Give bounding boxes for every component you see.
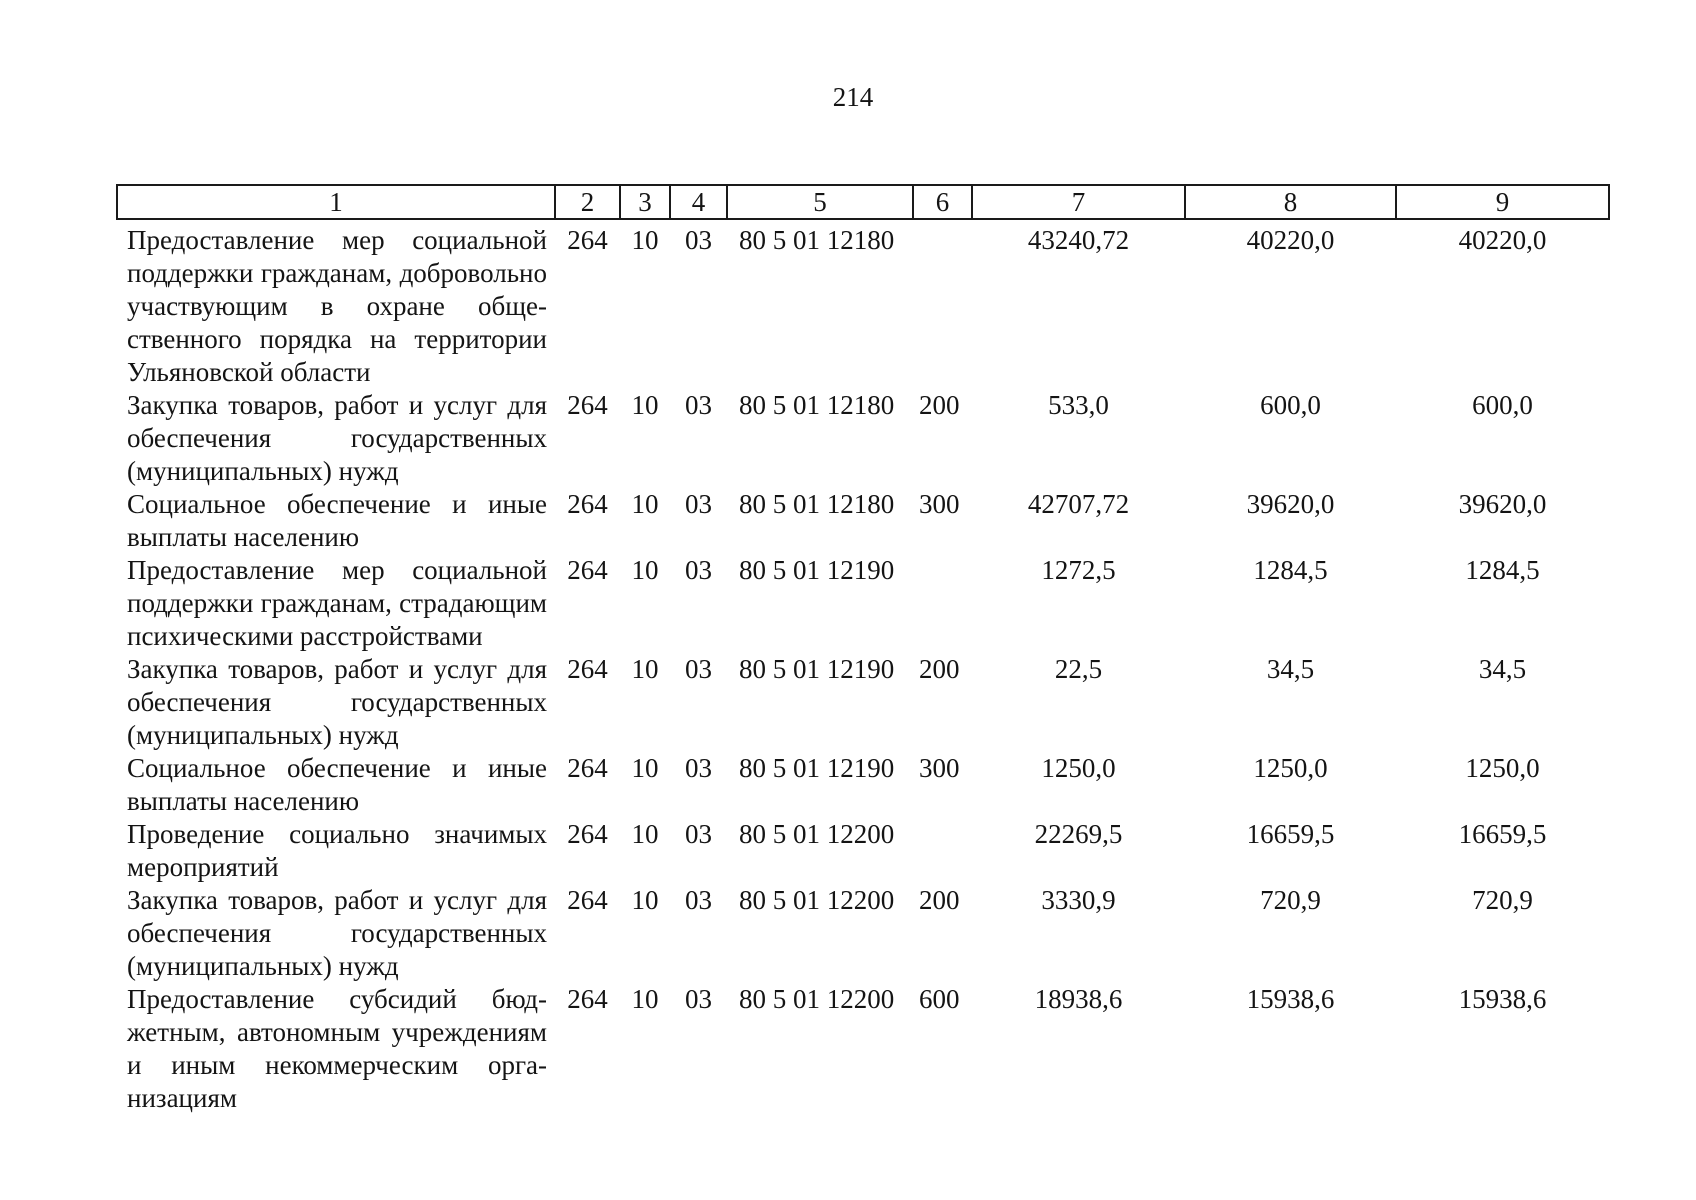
- header-col-5: 5: [727, 185, 913, 219]
- row-ministry-code: 264: [567, 654, 608, 684]
- row-ministry-code: 264: [567, 753, 608, 783]
- row-section: 10: [631, 390, 659, 420]
- row-amount-col9: 40220,0: [1458, 225, 1547, 255]
- row-target-article: 80 5 01 12200: [739, 885, 895, 915]
- row-name: Проведение социально значимых мероприятий: [127, 819, 547, 882]
- row-subsection: 03: [685, 489, 712, 519]
- row-subsection: 03: [685, 753, 712, 783]
- table-header: [117, 185, 1609, 219]
- row-expense-type: 200: [919, 885, 960, 915]
- header-col-2: 2: [555, 185, 620, 219]
- row-name: Закупка товаров, работ и услуг для обеспечения государственных (муниципальных) нужд: [127, 885, 547, 981]
- budget-table: [116, 184, 1610, 1115]
- row-amount-col8: 1284,5: [1253, 555, 1328, 585]
- header-col-4: 4: [670, 185, 727, 219]
- table-row: [117, 752, 1609, 818]
- row-amount-col7: 1272,5: [1041, 555, 1116, 585]
- row-amount-col8: 16659,5: [1246, 819, 1335, 849]
- row-name: Предоставление мер социальной поддержки гражданам, добровольно участвующим в охране общественного порядка на территории Ульяновской области: [127, 225, 547, 387]
- row-expense-type: 200: [919, 390, 960, 420]
- row-amount-col9: 1250,0: [1465, 753, 1540, 783]
- row-amount-col7: 1250,0: [1041, 753, 1116, 783]
- row-target-article: 80 5 01 12200: [739, 984, 895, 1014]
- row-amount-col7: 533,0: [1048, 390, 1109, 420]
- row-amount-col9: 39620,0: [1458, 489, 1547, 519]
- table-row: [117, 653, 1609, 752]
- row-subsection: 03: [685, 390, 712, 420]
- header-col-3: 3: [620, 185, 670, 219]
- row-subsection: 03: [685, 885, 712, 915]
- row-subsection: 03: [685, 654, 712, 684]
- row-amount-col7: 3330,9: [1041, 885, 1116, 915]
- header-row: [117, 185, 1609, 219]
- header-col-1: 1: [117, 185, 555, 219]
- row-section: 10: [631, 819, 659, 849]
- table-row: [117, 884, 1609, 983]
- row-subsection: 03: [685, 984, 712, 1014]
- row-expense-type: 600: [919, 984, 960, 1014]
- row-amount-col8: 1250,0: [1253, 753, 1328, 783]
- row-section: 10: [631, 654, 659, 684]
- row-ministry-code: 264: [567, 225, 608, 255]
- row-section: 10: [631, 984, 659, 1014]
- row-target-article: 80 5 01 12180: [739, 489, 895, 519]
- row-target-article: 80 5 01 12190: [739, 654, 895, 684]
- header-col-8: 8: [1185, 185, 1396, 219]
- row-ministry-code: 264: [567, 885, 608, 915]
- row-amount-col7: 43240,72: [1027, 225, 1130, 255]
- row-ministry-code: 264: [567, 489, 608, 519]
- row-ministry-code: 264: [567, 555, 608, 585]
- row-section: 10: [631, 753, 659, 783]
- row-amount-col7: 22269,5: [1034, 819, 1123, 849]
- row-name: Предоставление мер социальной поддержки гражданам, страдающим психическими расстройствами: [127, 555, 547, 651]
- table-row: [117, 554, 1609, 653]
- table-row: [117, 983, 1609, 1115]
- row-amount-col7: 18938,6: [1034, 984, 1123, 1014]
- row-ministry-code: 264: [567, 390, 608, 420]
- row-name: Социальное обеспечение и иные выплаты населению: [127, 489, 547, 552]
- row-subsection: 03: [685, 819, 712, 849]
- row-expense-type: 300: [919, 489, 960, 519]
- row-name: Закупка товаров, работ и услуг для обеспечения государственных (муниципальных) нужд: [127, 390, 547, 486]
- row-name: Социальное обеспечение и иные выплаты населению: [127, 753, 547, 816]
- row-amount-col7: 42707,72: [1027, 489, 1130, 519]
- row-amount-col9: 34,5: [1478, 654, 1527, 684]
- row-section: 10: [631, 489, 659, 519]
- row-target-article: 80 5 01 12190: [739, 555, 895, 585]
- row-amount-col9: 600,0: [1472, 390, 1533, 420]
- page-number: 214: [832, 82, 874, 112]
- row-expense-type: [913, 219, 972, 389]
- row-section: 10: [631, 555, 659, 585]
- row-section: 10: [631, 225, 659, 255]
- row-subsection: 03: [685, 555, 712, 585]
- header-col-6: 6: [913, 185, 972, 219]
- row-amount-col9: 16659,5: [1458, 819, 1547, 849]
- row-expense-type: 200: [919, 654, 960, 684]
- row-amount-col8: 40220,0: [1246, 225, 1335, 255]
- row-amount-col9: 1284,5: [1465, 555, 1540, 585]
- table-row: [117, 818, 1609, 884]
- row-subsection: 03: [685, 225, 712, 255]
- table-row: [117, 488, 1609, 554]
- row-amount-col8: 720,9: [1260, 885, 1321, 915]
- header-col-9: 9: [1396, 185, 1609, 219]
- row-ministry-code: 264: [567, 819, 608, 849]
- row-target-article: 80 5 01 12180: [739, 390, 895, 420]
- header-col-7: 7: [972, 185, 1185, 219]
- row-target-article: 80 5 01 12200: [739, 819, 895, 849]
- row-ministry-code: 264: [567, 984, 608, 1014]
- row-target-article: 80 5 01 12190: [739, 753, 895, 783]
- row-amount-col8: 34,5: [1266, 654, 1315, 684]
- table-row: [117, 219, 1609, 389]
- row-amount-col8: 15938,6: [1246, 984, 1335, 1014]
- row-amount-col9: 720,9: [1472, 885, 1533, 915]
- table-row: [117, 389, 1609, 488]
- row-expense-type: [913, 818, 972, 884]
- row-expense-type: 300: [919, 753, 960, 783]
- row-target-article: 80 5 01 12180: [739, 225, 895, 255]
- row-amount-col7: 22,5: [1054, 654, 1103, 684]
- row-name: Предоставление субсидий бюджетным, автономным учреждениям и иным некоммерческим организациям: [127, 984, 547, 1113]
- row-amount-col8: 39620,0: [1246, 489, 1335, 519]
- table-body: [117, 219, 1609, 1115]
- row-amount-col8: 600,0: [1260, 390, 1321, 420]
- row-name: Закупка товаров, работ и услуг для обеспечения государственных (муниципальных) нужд: [127, 654, 547, 750]
- row-amount-col9: 15938,6: [1458, 984, 1547, 1014]
- row-section: 10: [631, 885, 659, 915]
- row-expense-type: [913, 554, 972, 653]
